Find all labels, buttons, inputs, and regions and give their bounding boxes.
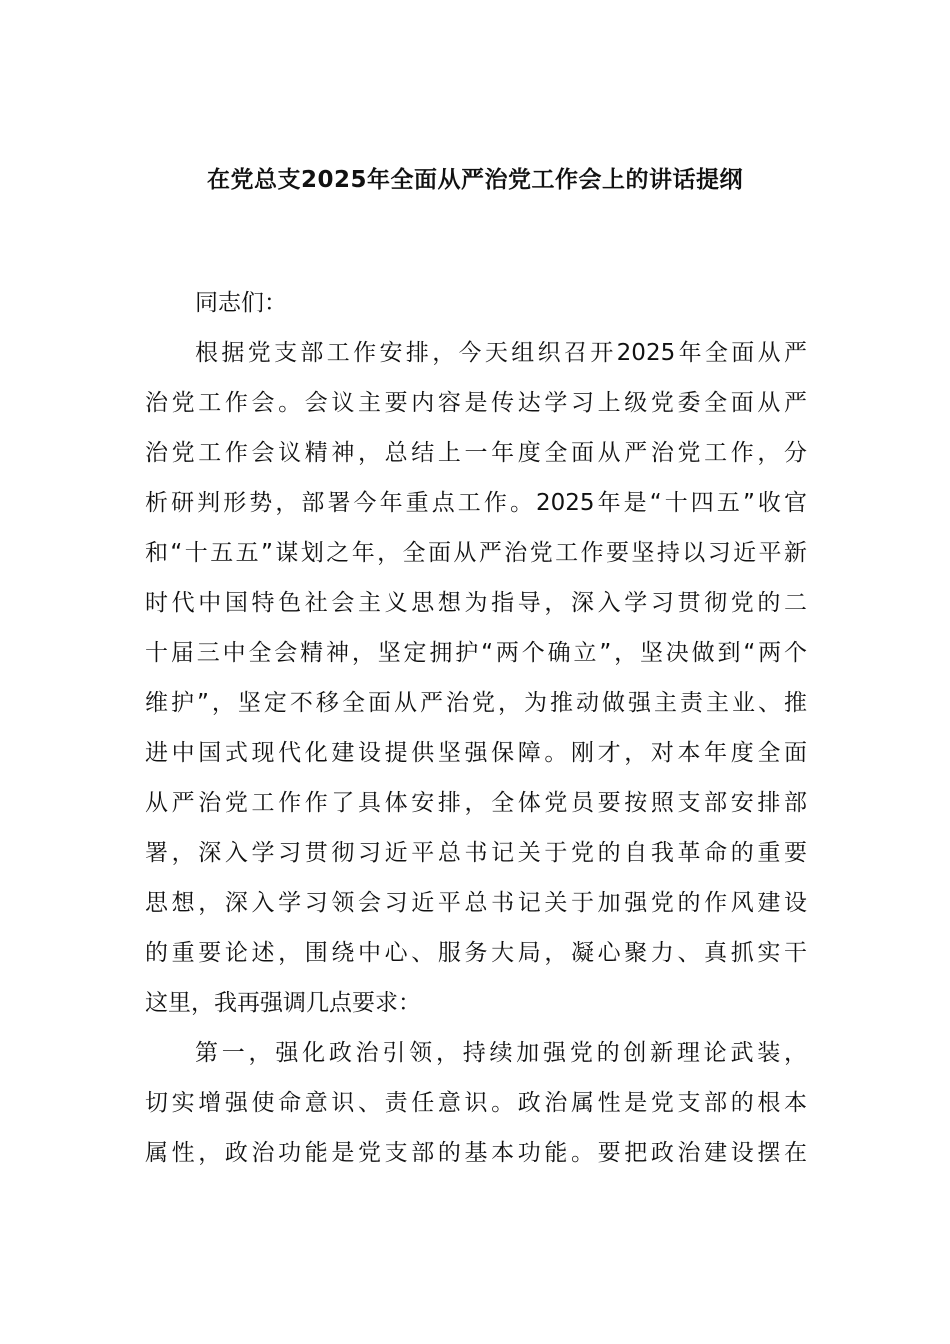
body-line: 十届三中全会精神，坚定拥护“两个确立”，坚决做到“两个 <box>145 640 807 666</box>
body-line: 第一，强化政治引领，持续加强党的创新理论武装， <box>195 1040 807 1066</box>
body-line: 和“十五五”谋划之年，全面从严治党工作要坚持以习近平新 <box>145 540 807 566</box>
body-line: 属性，政治功能是党支部的基本功能。要把政治建设摆在 <box>145 1140 807 1166</box>
document-body <box>145 284 807 1184</box>
body-line: 署，深入学习贯彻习近平总书记关于党的自我革命的重要 <box>145 840 807 866</box>
body-line: 切实增强使命意识、责任意识。政治属性是党支部的根本 <box>145 1090 807 1116</box>
body-line: 维护”，坚定不移全面从严治党，为推动做强主责主业、推 <box>145 690 807 716</box>
body-line: 同志们： <box>195 290 287 316</box>
body-line: 时代中国特色社会主义思想为指导，深入学习贯彻党的二 <box>145 590 807 616</box>
body-line: 思想，深入学习领会习近平总书记关于加强党的作风建设 <box>145 890 807 916</box>
body-line: 治党工作会议精神，总结上一年度全面从严治党工作，分 <box>145 440 807 466</box>
body-line: 析研判形势，部署今年重点工作。2025年是“十四五”收官 <box>145 490 807 516</box>
body-line: 治党工作会。会议主要内容是传达学习上级党委全面从严 <box>145 390 807 416</box>
body-line: 的重要论述，围绕中心、服务大局，凝心聚力、真抓实干 <box>145 940 807 966</box>
body-line: 这里，我再强调几点要求： <box>145 990 421 1016</box>
body-line: 根据党支部工作安排，今天组织召开2025年全面从严 <box>195 340 807 366</box>
body-line: 进中国式现代化建设提供坚强保障。刚才，对本年度全面 <box>145 740 807 766</box>
document-title: 在党总支2025年全面从严治党工作会上的讲话提纲 <box>206 167 743 193</box>
body-line: 从严治党工作作了具体安排，全体党员要按照支部安排部 <box>145 790 807 816</box>
